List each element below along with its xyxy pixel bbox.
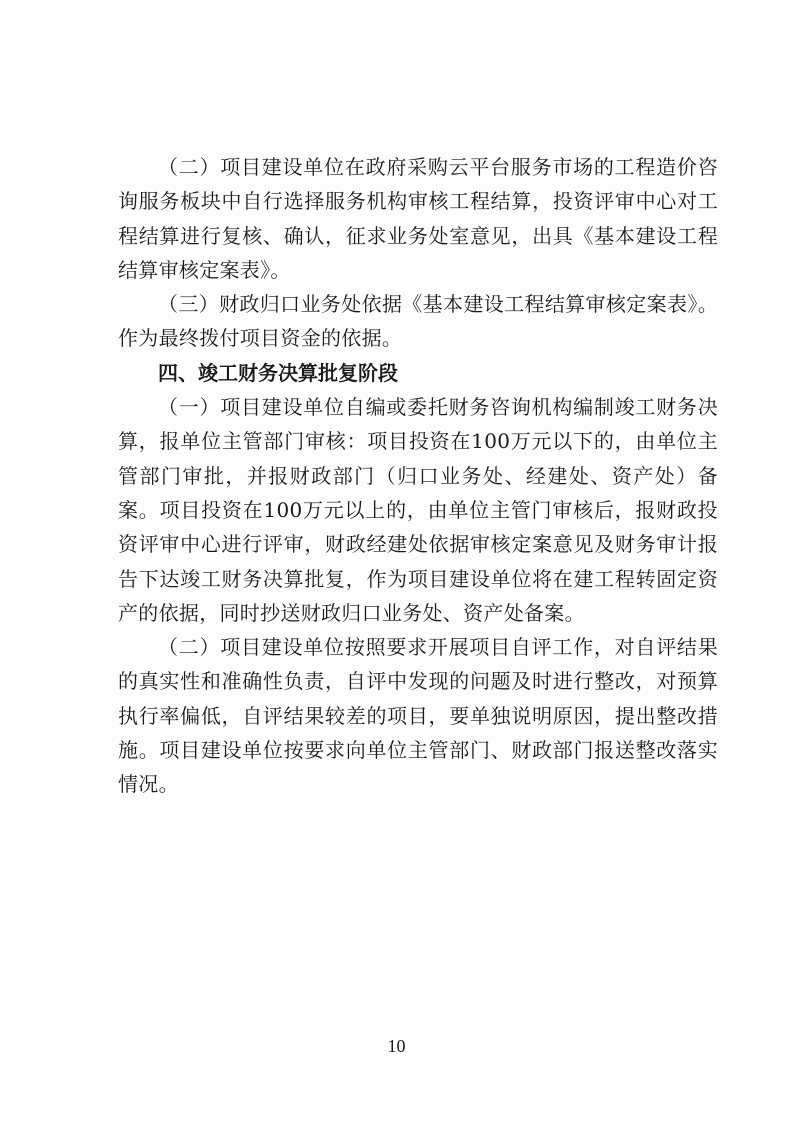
paragraph-3-funding-basis: （三）财政归口业务处依据《基本建设工程结算审核定案表》。作为最终拨付项目资金的依据。 bbox=[118, 292, 718, 351]
section-heading-4: 四、竣工财务决算批复阶段 bbox=[158, 360, 398, 385]
document-body bbox=[118, 150, 718, 802]
paragraph-2-self-evaluation: （二）项目建设单位按照要求开展项目自评工作，对自评结果的真实性和准确性负责，自评中发现的问题及时进行整改，对预算执行率偏低，自评结果较差的项目，要单独说明原因，提出整改措施。项目建设单位按要求向单位主管部门、财政部门报送整改落实情况。 bbox=[118, 635, 718, 797]
paragraph-1-final-accounts: （一）项目建设单位自编或委托财务咨询机构编制竣工财务决算，报单位主管部门审核：项目投资在100万元以下的，由单位主管部门审批，并报财政部门（归口业务处、经建处、资产处）备案。项目投资在100万元以上的，由单位主管门审核后，报财政投资评审中心进行评审，财政经建处依据审核定案意见及财务审计报告下达竣工财务决算批复，作为项目建设单位将在建工程转固定资产的依据，同时抄送财政归口业务处、资产处备案。 bbox=[118, 395, 718, 625]
paragraph-2-settlement-review: （二）项目建设单位在政府采购云平台服务市场的工程造价咨询服务板块中自行选择服务机构审核工程结算，投资评审中心对工程结算进行复核、确认，征求业务处室意见，出具《基本建设工程结算审核定案表》。 bbox=[118, 155, 718, 282]
page-number: 10 bbox=[387, 1036, 406, 1056]
